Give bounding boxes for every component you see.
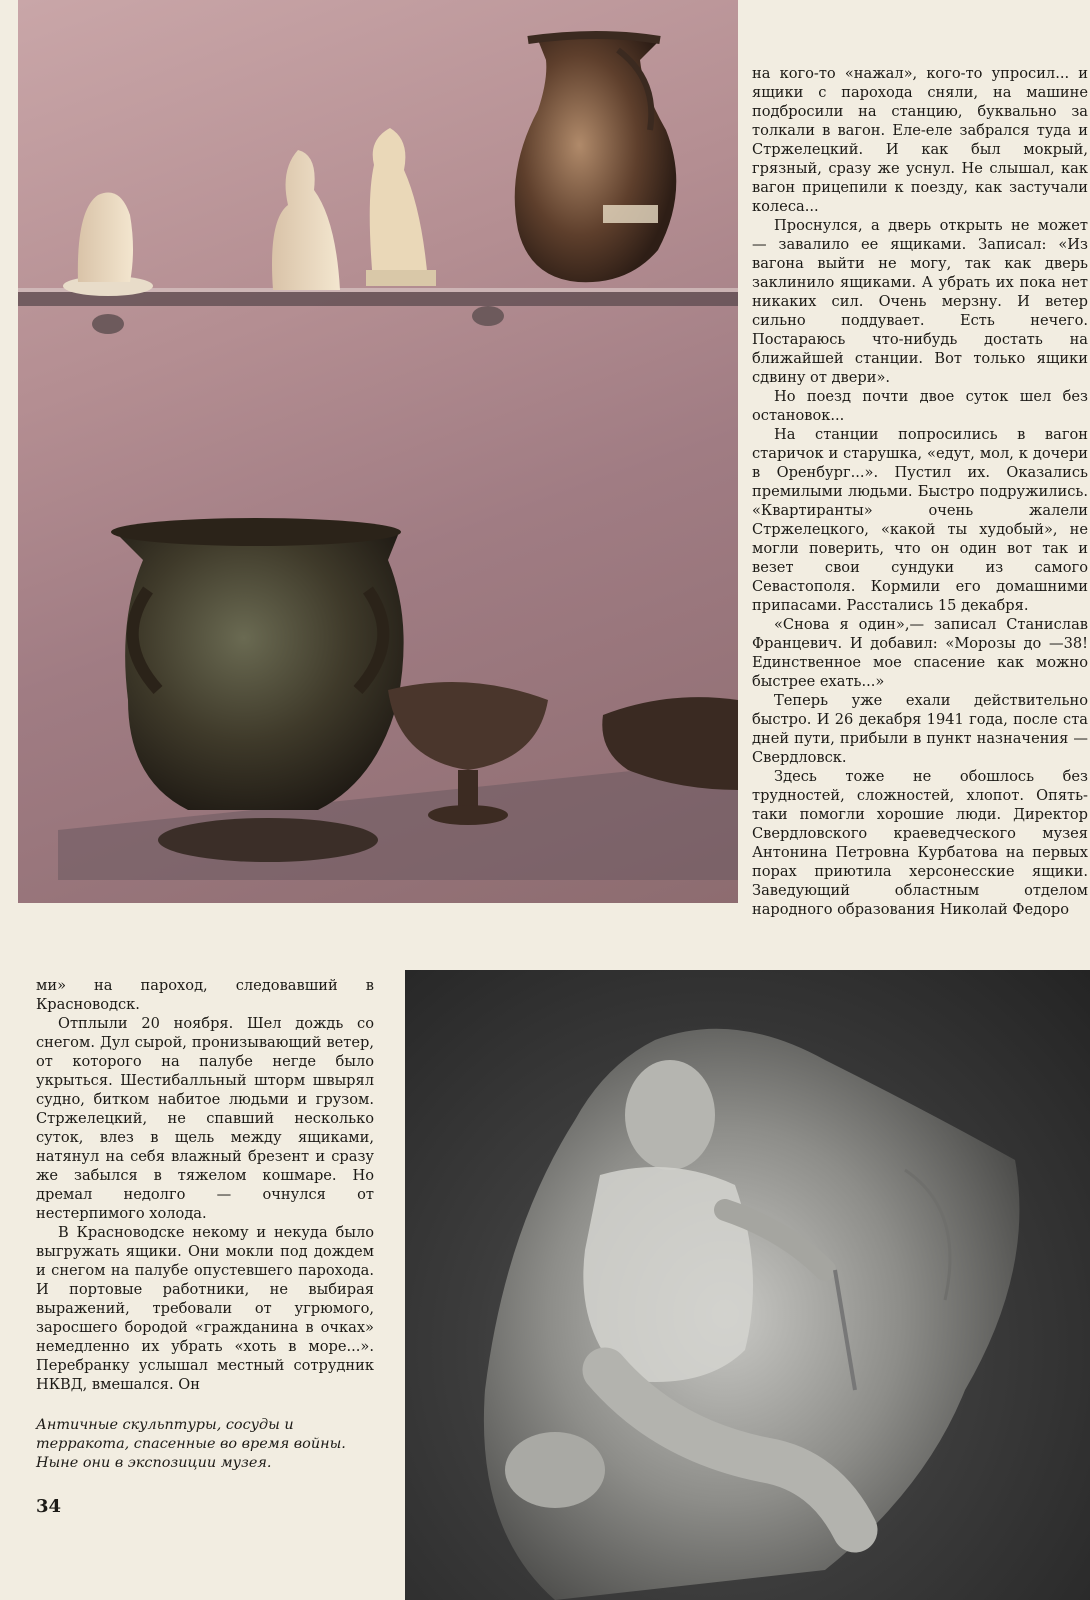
paragraph: Здесь тоже не обошлось без трудностей, сложностей, хлопот. Опять-таки помогли хорошие люди. Директор Свердловского краеведческого музея Антонина Петровна Курбатова на первых порах приютила херсонесские ящики. Заведующий областным отделом народного образования Николай Федоро — [752, 768, 1088, 918]
paragraph: В Красноводске некому и некуда было выгружать ящики. Они мокли под дождем и снегом на палубе опустевшего парохода. И портовые работники, не выбирая выражений, требовали от угрюмого, заросшего бородой «гражданина в очках» немедленно их убрать «хоть в море...». Перебранку услышал местный сотрудник НКВД, вмешался. Он — [36, 1224, 374, 1393]
paragraph: На станции попросились в вагон старичок и старушка, «едут, мол, к дочери в Оренбург...». Пустил их. Оказались премилыми людьми. Быстро подружились. «Квартиранты» очень жалели Стржелецкого, «какой ты худобый», не могли поверить, что он один вот так и везет свои сундуки из самого Севастополя. Кормили его домашними припасами. Расстались 15 декабря. — [752, 426, 1088, 614]
paragraph: на кого-то «нажал», кого-то упросил... и ящики с парохода сняли, на машине подбросили на станцию, буквально за толкали в вагон. Еле-еле забрался туда и Стржелецкий. И как был мокрый, грязный, сразу же уснул. Не слышал, как вагон прицепили к поезду, как застучали колеса... — [752, 65, 1088, 215]
left-text-column — [36, 976, 374, 1394]
museum-shelf-illustration — [18, 0, 738, 903]
paragraph: Проснулся, а дверь открыть не может — завалило ее ящиками. Записал: «Из вагона выйти не могу, так как дверь заклинило ящиками. А убрать их пока нет никаких сил. Очень мерзну. И ветер сильно поддувает. Есть нечего. Постараюсь что-нибудь достать на ближайшей станции. Вот только ящики сдвину от двери». — [752, 217, 1088, 386]
page-number: 34 — [36, 1496, 62, 1517]
paragraph: ми» на пароход, следовавший в Красноводск. — [36, 977, 374, 1013]
paragraph: Теперь уже ехали действительно быстро. И 26 декабря 1941 года, после ста дней пути, прибыли в пункт назначения — Свердловск. — [752, 692, 1088, 766]
paragraph: Но поезд почти двое суток шел без остановок... — [752, 388, 1088, 424]
photo-caption: Античные скульптуры, сосуды и терракота, спасенные во время войны. Ныне они в экспозиции музея. — [36, 1417, 346, 1471]
paragraph: «Снова я один»,— записал Станислав Францевич. И добавил: «Морозы до —38! Единственное мое спасение как можно быстрее ехать...» — [752, 616, 1088, 690]
marble-relief-photo — [405, 970, 1090, 1600]
paragraph: Отплыли 20 ноября. Шел дождь со снегом. Дул сырой, пронизывающий ветер, от которого на палубе негде было укрыться. Шестибалльный шторм швырял судно, битком набитое людьми и грузом. Стржелецкий, не спавший несколько суток, влез в щель между ящиками, натянул на себя влажный брезент и сразу же забылся в тяжелом кошмаре. Но дремал недолго — очнулся от нестерпимого холода. — [36, 1015, 374, 1222]
museum-shelf-photo — [18, 0, 738, 903]
right-text-column — [752, 64, 1088, 919]
marble-relief-illustration — [405, 970, 1090, 1600]
